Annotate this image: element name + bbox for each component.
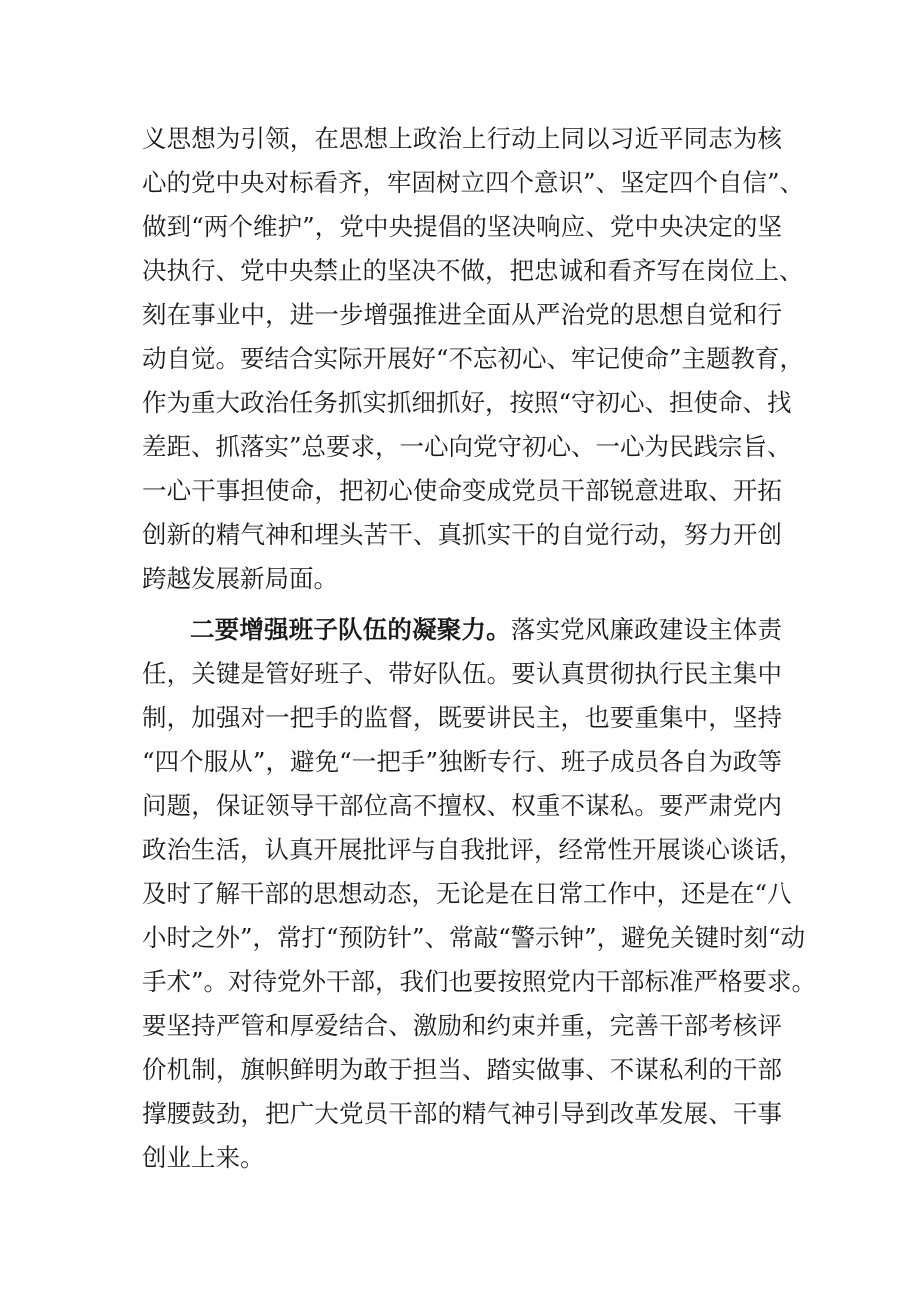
paragraph-2-first-line-text: 落实党风廉政建设主体责 bbox=[510, 615, 783, 644]
paragraph-2-line: 任，关键是管好班子、带好队伍。要认真贯彻执行民主集中 bbox=[142, 659, 782, 688]
paragraph-1-line: 创新的精气神和埋头苦干、真抓实干的自觉行动，努力开创 bbox=[142, 520, 782, 549]
paragraph-2-line: 政治生活，认真开展批评与自我批评，经常性开展谈心谈话， bbox=[142, 835, 804, 864]
paragraph-2-heading: 二要增强班子队伍的凝聚力。 bbox=[190, 615, 511, 644]
paragraph-1-line: 跨越发展新局面。 bbox=[142, 564, 338, 593]
paragraph-2-line: 手术”。对待党外干部，我们也要按照党内干部标准严格要求。 bbox=[142, 967, 817, 996]
paragraph-2-first-line bbox=[190, 608, 782, 652]
paragraph-2-line: 问题，保证领导干部位高不擅权、权重不谋私。要严肃党内 bbox=[142, 791, 782, 820]
paragraph-1-line: 作为重大政治任务抓实抓细抓好，按照“守初心、担使命、找 bbox=[142, 388, 792, 417]
paragraph-1-line: 心的党中央对标看齐，牢固树立四个意识”、坚定四个自信”、 bbox=[142, 168, 805, 197]
paragraph-1-line: 义思想为引领，在思想上政治上行动上同以习近平同志为核 bbox=[142, 124, 782, 153]
paragraph-2-line: 制，加强对一把手的监督，既要讲民主，也要重集中，坚持 bbox=[142, 703, 782, 732]
paragraph-1-line: 做到“两个维护”，党中央提倡的坚决响应、党中央决定的坚 bbox=[142, 212, 782, 241]
paragraph-2-line: 要坚持严管和厚爱结合、激励和约束并重，完善干部考核评 bbox=[142, 1011, 782, 1040]
paragraph-1-line: 刻在事业中，进一步增强推进全面从严治党的思想自觉和行 bbox=[142, 300, 782, 329]
paragraph-2-line: 价机制，旗帜鲜明为敢于担当、踏实做事、不谋私利的干部 bbox=[142, 1055, 782, 1084]
paragraph-2-line: 小时之外”，常打“预防针”、常敲“警示钟”，避免关键时刻“动 bbox=[142, 923, 806, 952]
paragraph-2-line: “四个服从”，避免“一把手”独断专行、班子成员各自为政等 bbox=[142, 747, 782, 776]
paragraph-2-line: 及时了解干部的思想动态，无论是在日常工作中，还是在“八 bbox=[142, 879, 792, 908]
paragraph-1-line: 一心干事担使命，把初心使命变成党员干部锐意进取、开拓 bbox=[142, 476, 782, 505]
paragraph-1-line: 决执行、党中央禁止的坚决不做，把忠诚和看齐写在岗位上、 bbox=[142, 256, 804, 285]
paragraph-1-line: 差距、抓落实”总要求，一心向党守初心、一心为民践宗旨、 bbox=[142, 432, 792, 461]
paragraph-2-line: 创业上来。 bbox=[142, 1143, 265, 1172]
paragraph-2-line: 撑腰鼓劲，把广大党员干部的精气神引导到改革发展、干事 bbox=[142, 1099, 782, 1128]
paragraph-1-line: 动自觉。要结合实际开展好“不忘初心、牢记使命”主题教育， bbox=[142, 344, 805, 373]
